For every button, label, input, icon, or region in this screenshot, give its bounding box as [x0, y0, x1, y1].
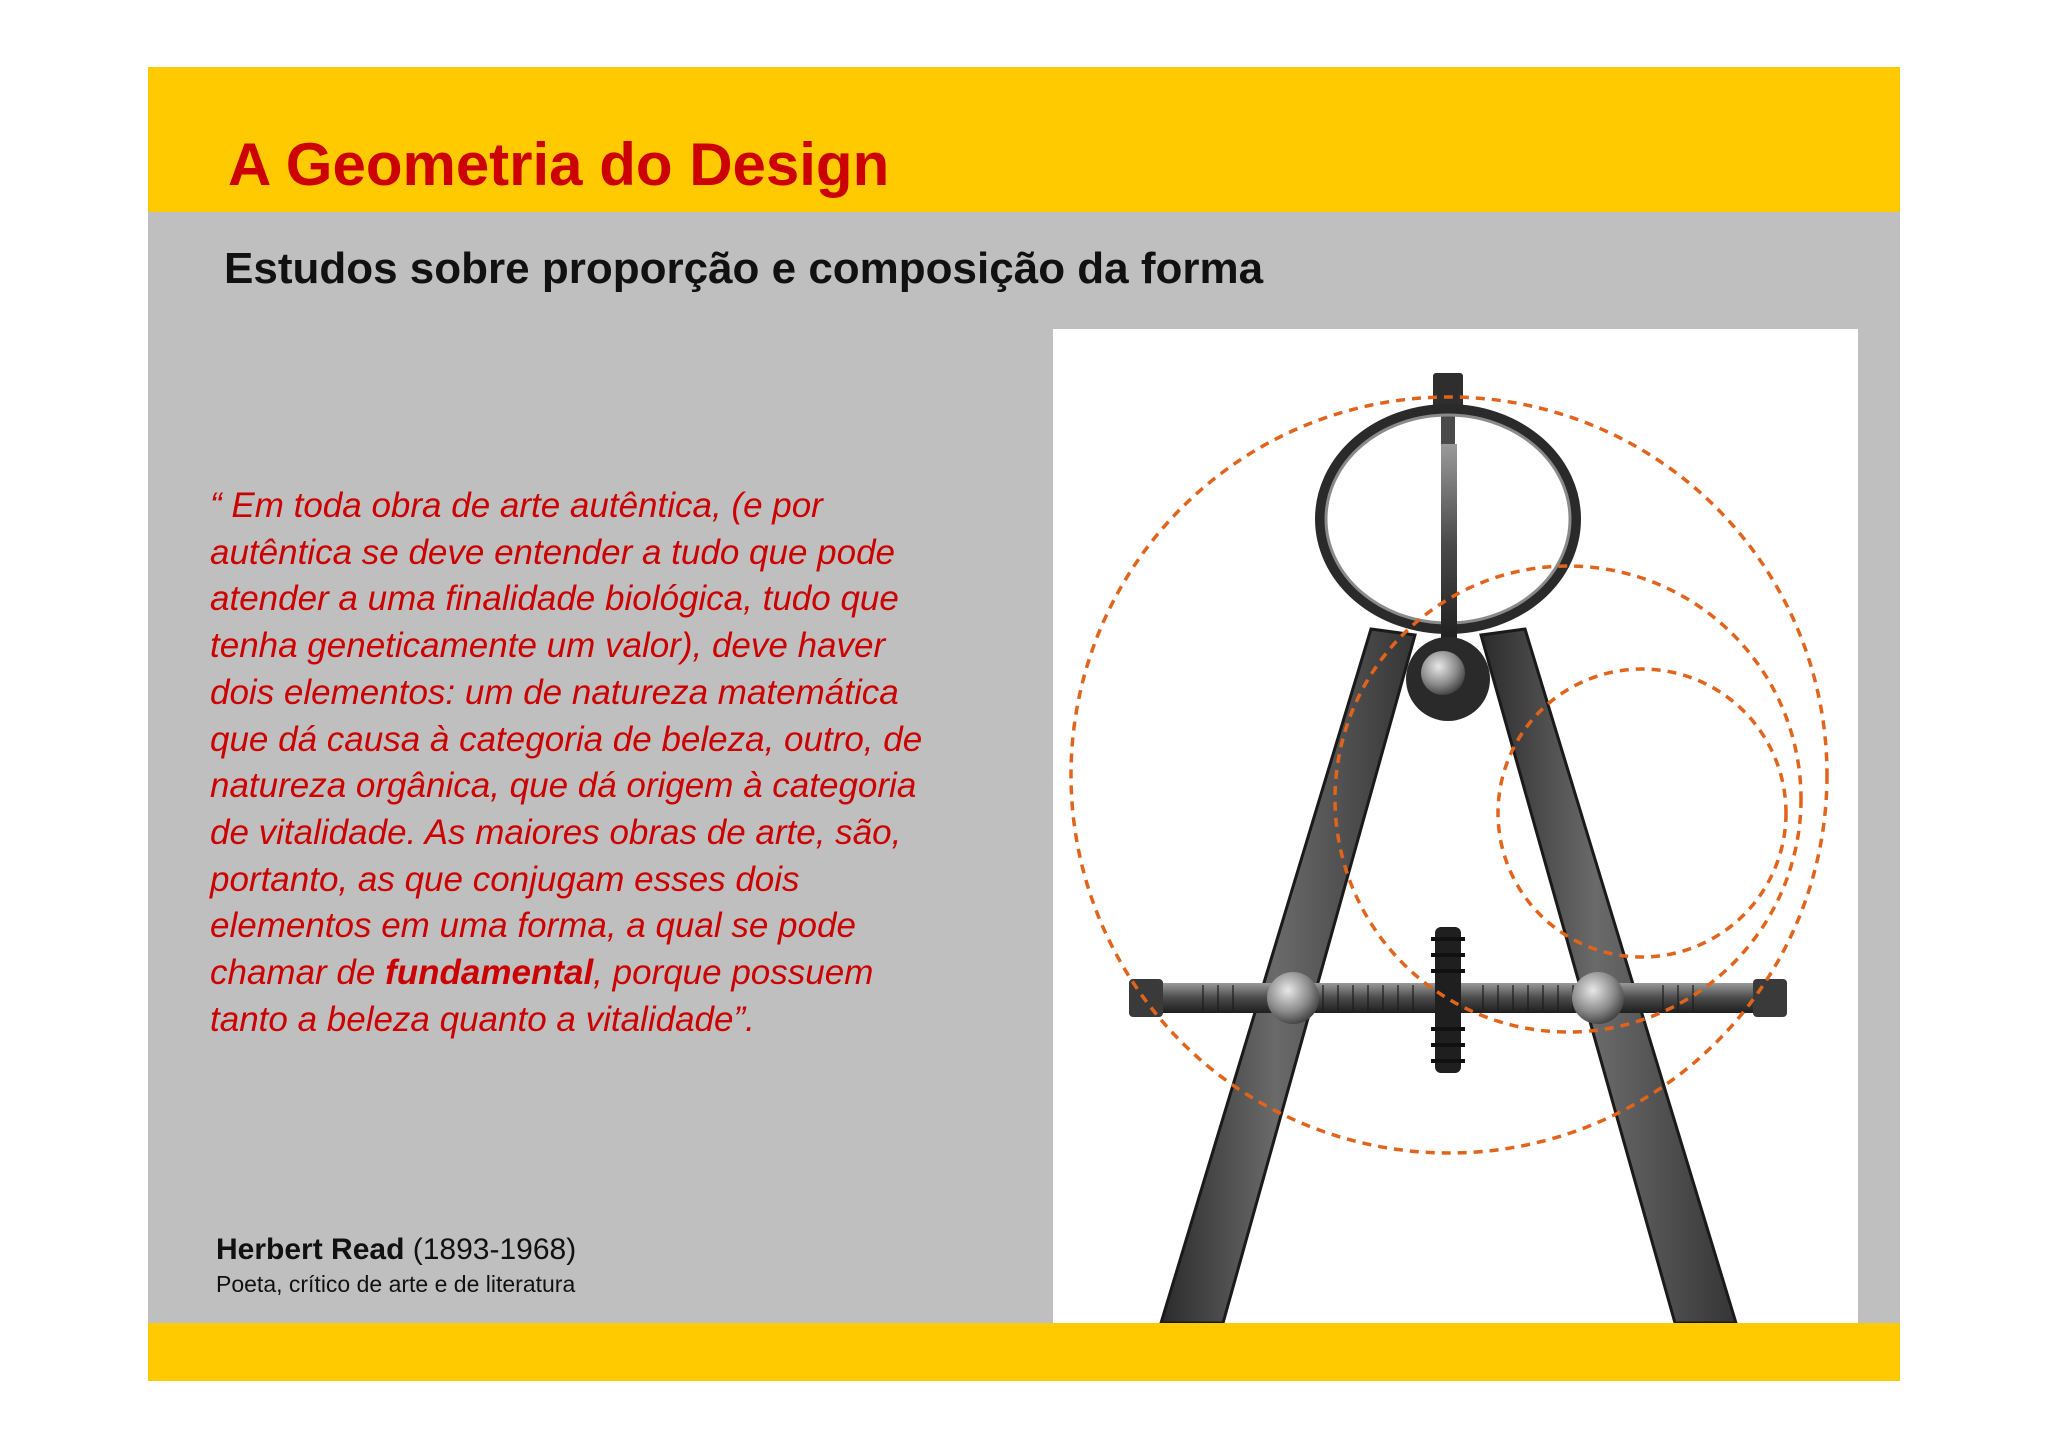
quote-block [210, 483, 1090, 1043]
quote-line: de vitalidade. As maiores obras de arte, são, [210, 812, 902, 852]
quote-line: portanto, as que conjugam esses dois [210, 859, 800, 899]
slide-subtitle: Estudos sobre proporção e composição da forma [224, 244, 1264, 293]
quote-line: “ Em toda obra de arte autêntica, (e por [210, 486, 823, 525]
author-credit [216, 1235, 576, 1265]
quote-line: autêntica se deve entender a tudo que pode [210, 532, 895, 572]
slide-title: A Geometria do Design [228, 131, 890, 198]
quote-line: tenha geneticamente um valor), deve haver [210, 626, 886, 666]
quote-text: , porque possuem [593, 953, 874, 993]
compass-illustration-icon [1053, 329, 1858, 1323]
author-description: Poeta, crítico de arte e de literatura [216, 1271, 576, 1297]
quote-line: natureza orgânica, que dá origem à categoria [210, 766, 917, 806]
quote-line: elementos em uma forma, a qual se pode [210, 906, 856, 946]
author-name: Herbert Read [216, 1233, 405, 1266]
bottom-yellow-band [148, 1323, 1900, 1381]
slide [148, 67, 1900, 1381]
quote-text: chamar de [210, 953, 386, 993]
author-years: (1893-1968) [404, 1233, 577, 1266]
quote-line: que dá causa à categoria de beleza, outro, de [210, 719, 923, 759]
quote-line: dois elementos: um de natureza matemática [210, 672, 899, 712]
quote-line: atender a uma finalidade biológica, tudo que [210, 579, 899, 619]
quote-line-with-emphasis [210, 950, 1090, 997]
quote-emphasis: fundamental [385, 953, 594, 993]
compass-image [1053, 329, 1858, 1323]
quote-line: tanto a beleza quanto a vitalidade”. [210, 999, 755, 1039]
